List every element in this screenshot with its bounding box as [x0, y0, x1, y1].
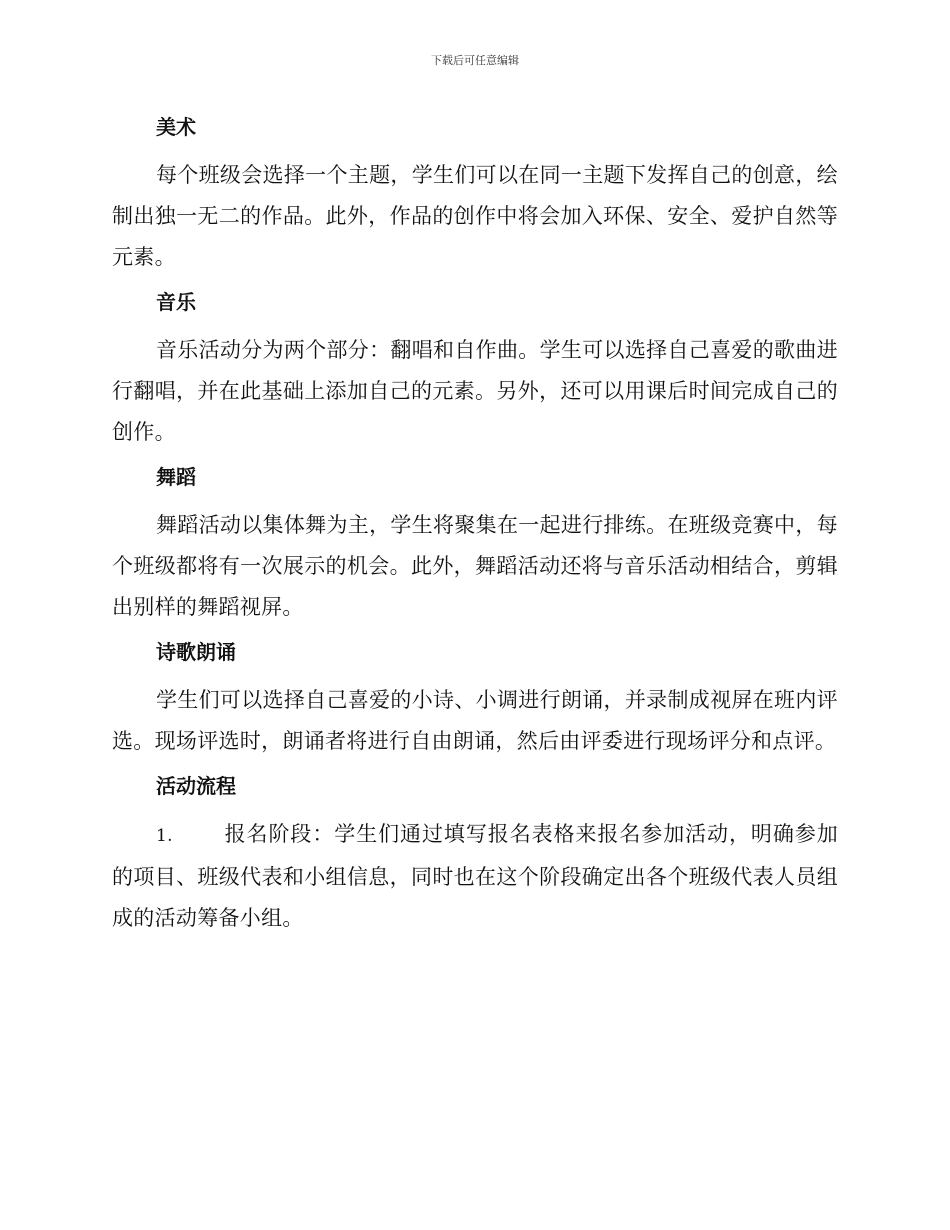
section-paragraph-dance: 舞蹈活动以集体舞为主，学生将聚集在一起进行排练。在班级竞赛中，每个班级都将有一次展示的机会。此外，舞蹈活动还将与音乐活动相结合，剪辑出别样的舞蹈视屏。 [112, 513, 838, 619]
section-heading-dance: 舞蹈 [156, 465, 196, 489]
document-body [112, 112, 838, 939]
page-header-note: 下载后可任意编辑 [431, 54, 519, 67]
process-list-item [112, 814, 838, 939]
section-heading-poetry: 诗歌朗诵 [156, 640, 236, 664]
section-paragraph-poetry: 学生们可以选择自己喜爱的小诗、小调进行朗诵，并录制成视屏在班内评选。现场评选时，朗诵者将进行自由朗诵，然后由评委进行现场评分和点评。 [112, 688, 838, 753]
list-item-text: 报名阶段：学生们通过填写报名表格来报名参加活动，明确参加的项目、班级代表和小组信息，同时也在这个阶段确定出各个班级代表人员组成的活动筹备小组。 [112, 822, 838, 930]
section-heading-music: 音乐 [156, 290, 196, 314]
list-item-number: 1. [156, 826, 173, 846]
section-paragraph-music: 音乐活动分为两个部分：翻唱和自作曲。学生可以选择自己喜爱的歌曲进行翻唱，并在此基础上添加自己的元素。另外，还可以用课后时间完成自己的创作。 [112, 338, 838, 444]
section-paragraph-art: 每个班级会选择一个主题，学生们可以在同一主题下发挥自己的创意，绘制出独一无二的作品。此外，作品的创作中将会加入环保、安全、爱护自然等元素。 [112, 163, 838, 269]
section-heading-art: 美术 [156, 115, 196, 139]
section-heading-process: 活动流程 [156, 774, 236, 798]
